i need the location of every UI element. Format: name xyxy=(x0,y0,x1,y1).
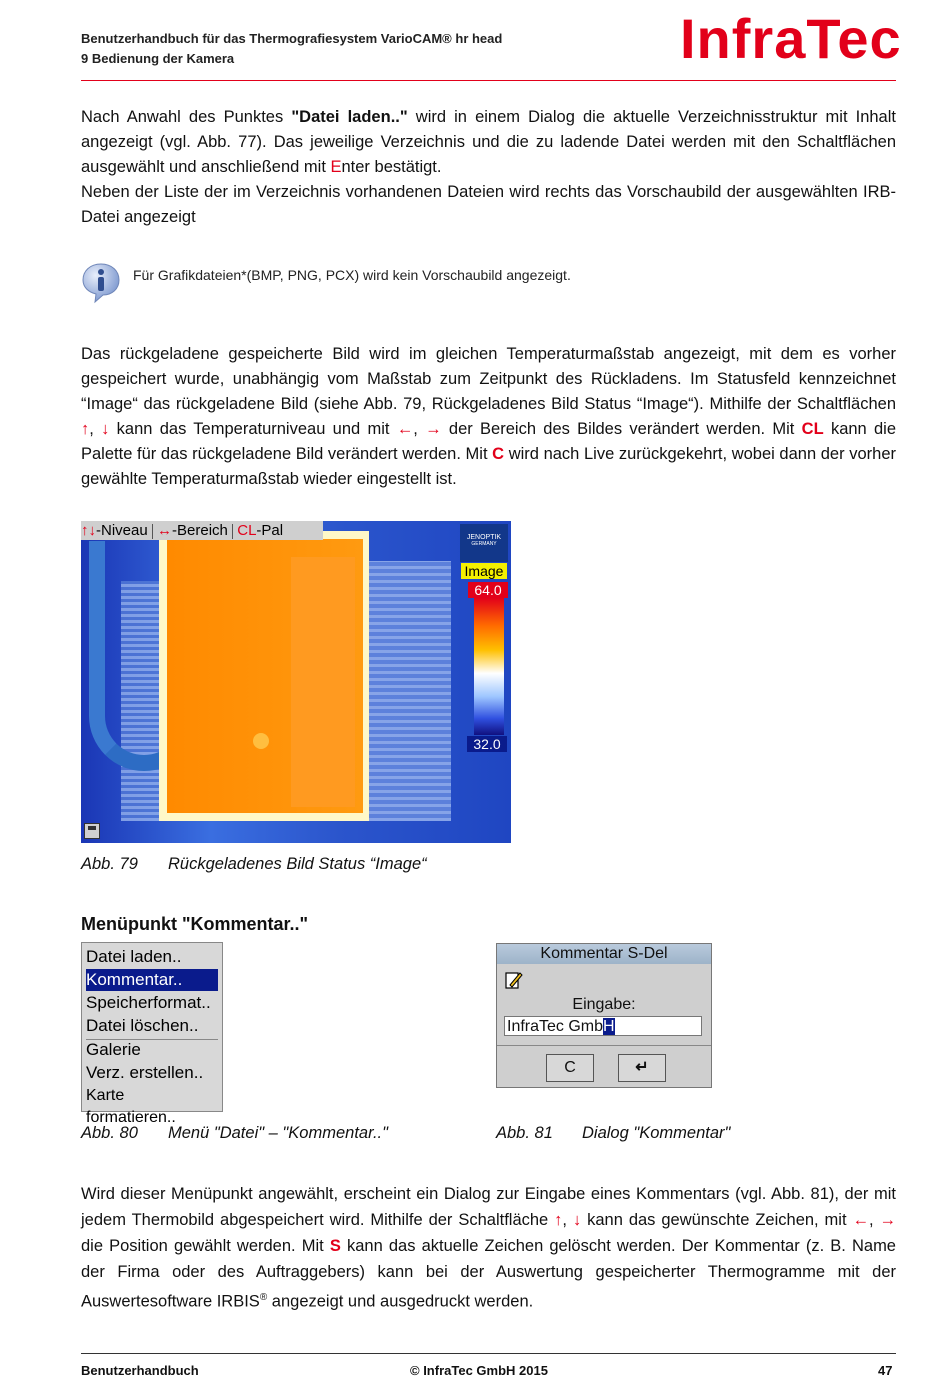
footer-copyright: © InfraTec GmbH 2015 xyxy=(410,1363,548,1378)
infratec-logo: InfraTec xyxy=(680,7,902,70)
note-text: Für Grafikdateien*(BMP, PNG, PCX) wird kein Vorschaubild angezeigt. xyxy=(133,267,571,283)
page-number: 47 xyxy=(878,1363,893,1378)
edit-pencil-icon xyxy=(505,970,523,990)
kommentar-dialog xyxy=(496,943,712,1088)
caption-abb80-number: Abb. 80 xyxy=(81,1124,138,1142)
menu-item-galerie[interactable]: Galerie xyxy=(86,1040,141,1059)
caption-abb81-number: Abb. 81 xyxy=(496,1124,553,1142)
scale-min: 32.0 xyxy=(467,736,507,752)
menu-item-datei-laden[interactable]: Datei laden.. xyxy=(86,947,182,966)
menu-item-verz-erstellen[interactable]: Verz. erstellen.. xyxy=(86,1063,204,1082)
menu-item-kommentar[interactable]: Kommentar.. xyxy=(86,969,218,991)
footer-left: Benutzerhandbuch xyxy=(81,1363,199,1378)
header-title: Benutzerhandbuch für das Thermografiesystem VarioCAM® hr head xyxy=(81,31,503,46)
header-chapter: 9 Bedienung der Kamera xyxy=(81,51,235,66)
save-disk-icon xyxy=(84,823,100,839)
dialog-input-label: Eingabe: xyxy=(572,996,636,1013)
menu-item-karte-formatieren[interactable]: Karte formatieren.. xyxy=(86,1087,176,1126)
footer-rule xyxy=(81,1353,896,1354)
jenoptik-badge: JENOPTIK GERMANY xyxy=(460,524,508,562)
comment-input[interactable]: InfraTec GmbH xyxy=(504,1016,702,1036)
section-title: Menüpunkt "Kommentar.." xyxy=(81,914,309,934)
paragraph-rueckgeladen: Das rückgeladene gespeicherte Bild wird im gleichen Temperaturmaßstab angezeigt, mit dem es vorher gespeichert wurde, unabhängig vom Maßstab zum Zeitpunkt des Rückladens. Im Statusfeld kennzeichnet “Image“ das rückgeladene Bild (siehe Abb. 79, Rückgeladenes Bild Status “Image“). Mithilfe der Schaltflächen ↑, ↓ kann das Temperaturniveau und mit ←, → der Bereich des Bildes verändert werden. Mit CL kann die Palette für das rückgeladene Bild verändert werden. Mit C wird nach Live zurückgekehrt, wobei dann der vorher gewählte Temperaturmaßstab wieder eingestellt ist. xyxy=(81,345,897,488)
paragraph-datei-laden: Nach Anwahl des Punktes "Datei laden.." wird in einem Dialog die aktuelle Verzeichnisstruktur mit Inhalt angezeigt (vgl. Abb. 77). Das jeweilige Verzeichnis und die zu ladende Datei werden mit den Schaltflächen ausgewählt und anschließend mit Enter bestätigt. xyxy=(81,108,896,176)
hot-spot xyxy=(253,733,269,749)
info-icon xyxy=(81,262,121,304)
caption-abb79-number: Abb. 79 xyxy=(81,855,138,873)
thermal-image xyxy=(81,521,511,843)
caption-abb79-title: Rückgeladenes Bild Status “Image“ xyxy=(168,855,427,873)
caption-abb81-title: Dialog "Kommentar" xyxy=(582,1124,731,1142)
status-image: Image xyxy=(461,563,507,579)
text-cursor: H xyxy=(603,1018,615,1035)
paragraph-vorschau: Neben der Liste der im Verzeichnis vorhandenen Dateien wird rechts das Vorschaubild der ausgewählten IRB-Datei angezeigt xyxy=(81,183,896,226)
enter-button[interactable]: ↵ xyxy=(618,1054,666,1082)
menu-item-speicherformat[interactable]: Speicherformat.. xyxy=(86,993,211,1012)
caption-abb80-title: Menü "Datei" – "Kommentar.." xyxy=(168,1124,388,1142)
header-rule xyxy=(81,80,896,81)
clear-button[interactable]: C xyxy=(546,1054,594,1082)
dialog-title: Kommentar S-Del xyxy=(497,944,711,964)
hot-object-panel xyxy=(291,557,355,807)
paragraph-kommentar: Wird dieser Menüpunkt angewählt, erscheint ein Dialog zur Eingabe eines Kommentars (vgl. Abb. 81), der mit jedem Thermobild abgespeichert wird. Mithilfe der Schaltfläche ↑, ↓ kann das gewünschte Zeichen, mit ←, → die Position gewählt werden. Mit S kann das aktuelle Zeichen gelöscht werden. Der Kommentar (z. B. Name der Firma oder des Auftraggebers) kann bei der Auswertung gespeicherter Thermogramme mit der Auswertesoftware IRBIS® angezeigt und ausgedruckt werden. xyxy=(81,1185,896,1311)
menu-item-datei-loeschen[interactable]: Datei löschen.. xyxy=(86,1016,199,1035)
dialog-divider xyxy=(497,1045,711,1046)
board-texture xyxy=(361,561,451,821)
datei-menu xyxy=(81,942,223,1126)
thermal-toolbar: ↑↓-Niveau ↔-Bereich CL-Pal xyxy=(81,521,323,540)
scale-max: 64.0 xyxy=(468,582,508,598)
color-scale-bar xyxy=(474,598,504,735)
